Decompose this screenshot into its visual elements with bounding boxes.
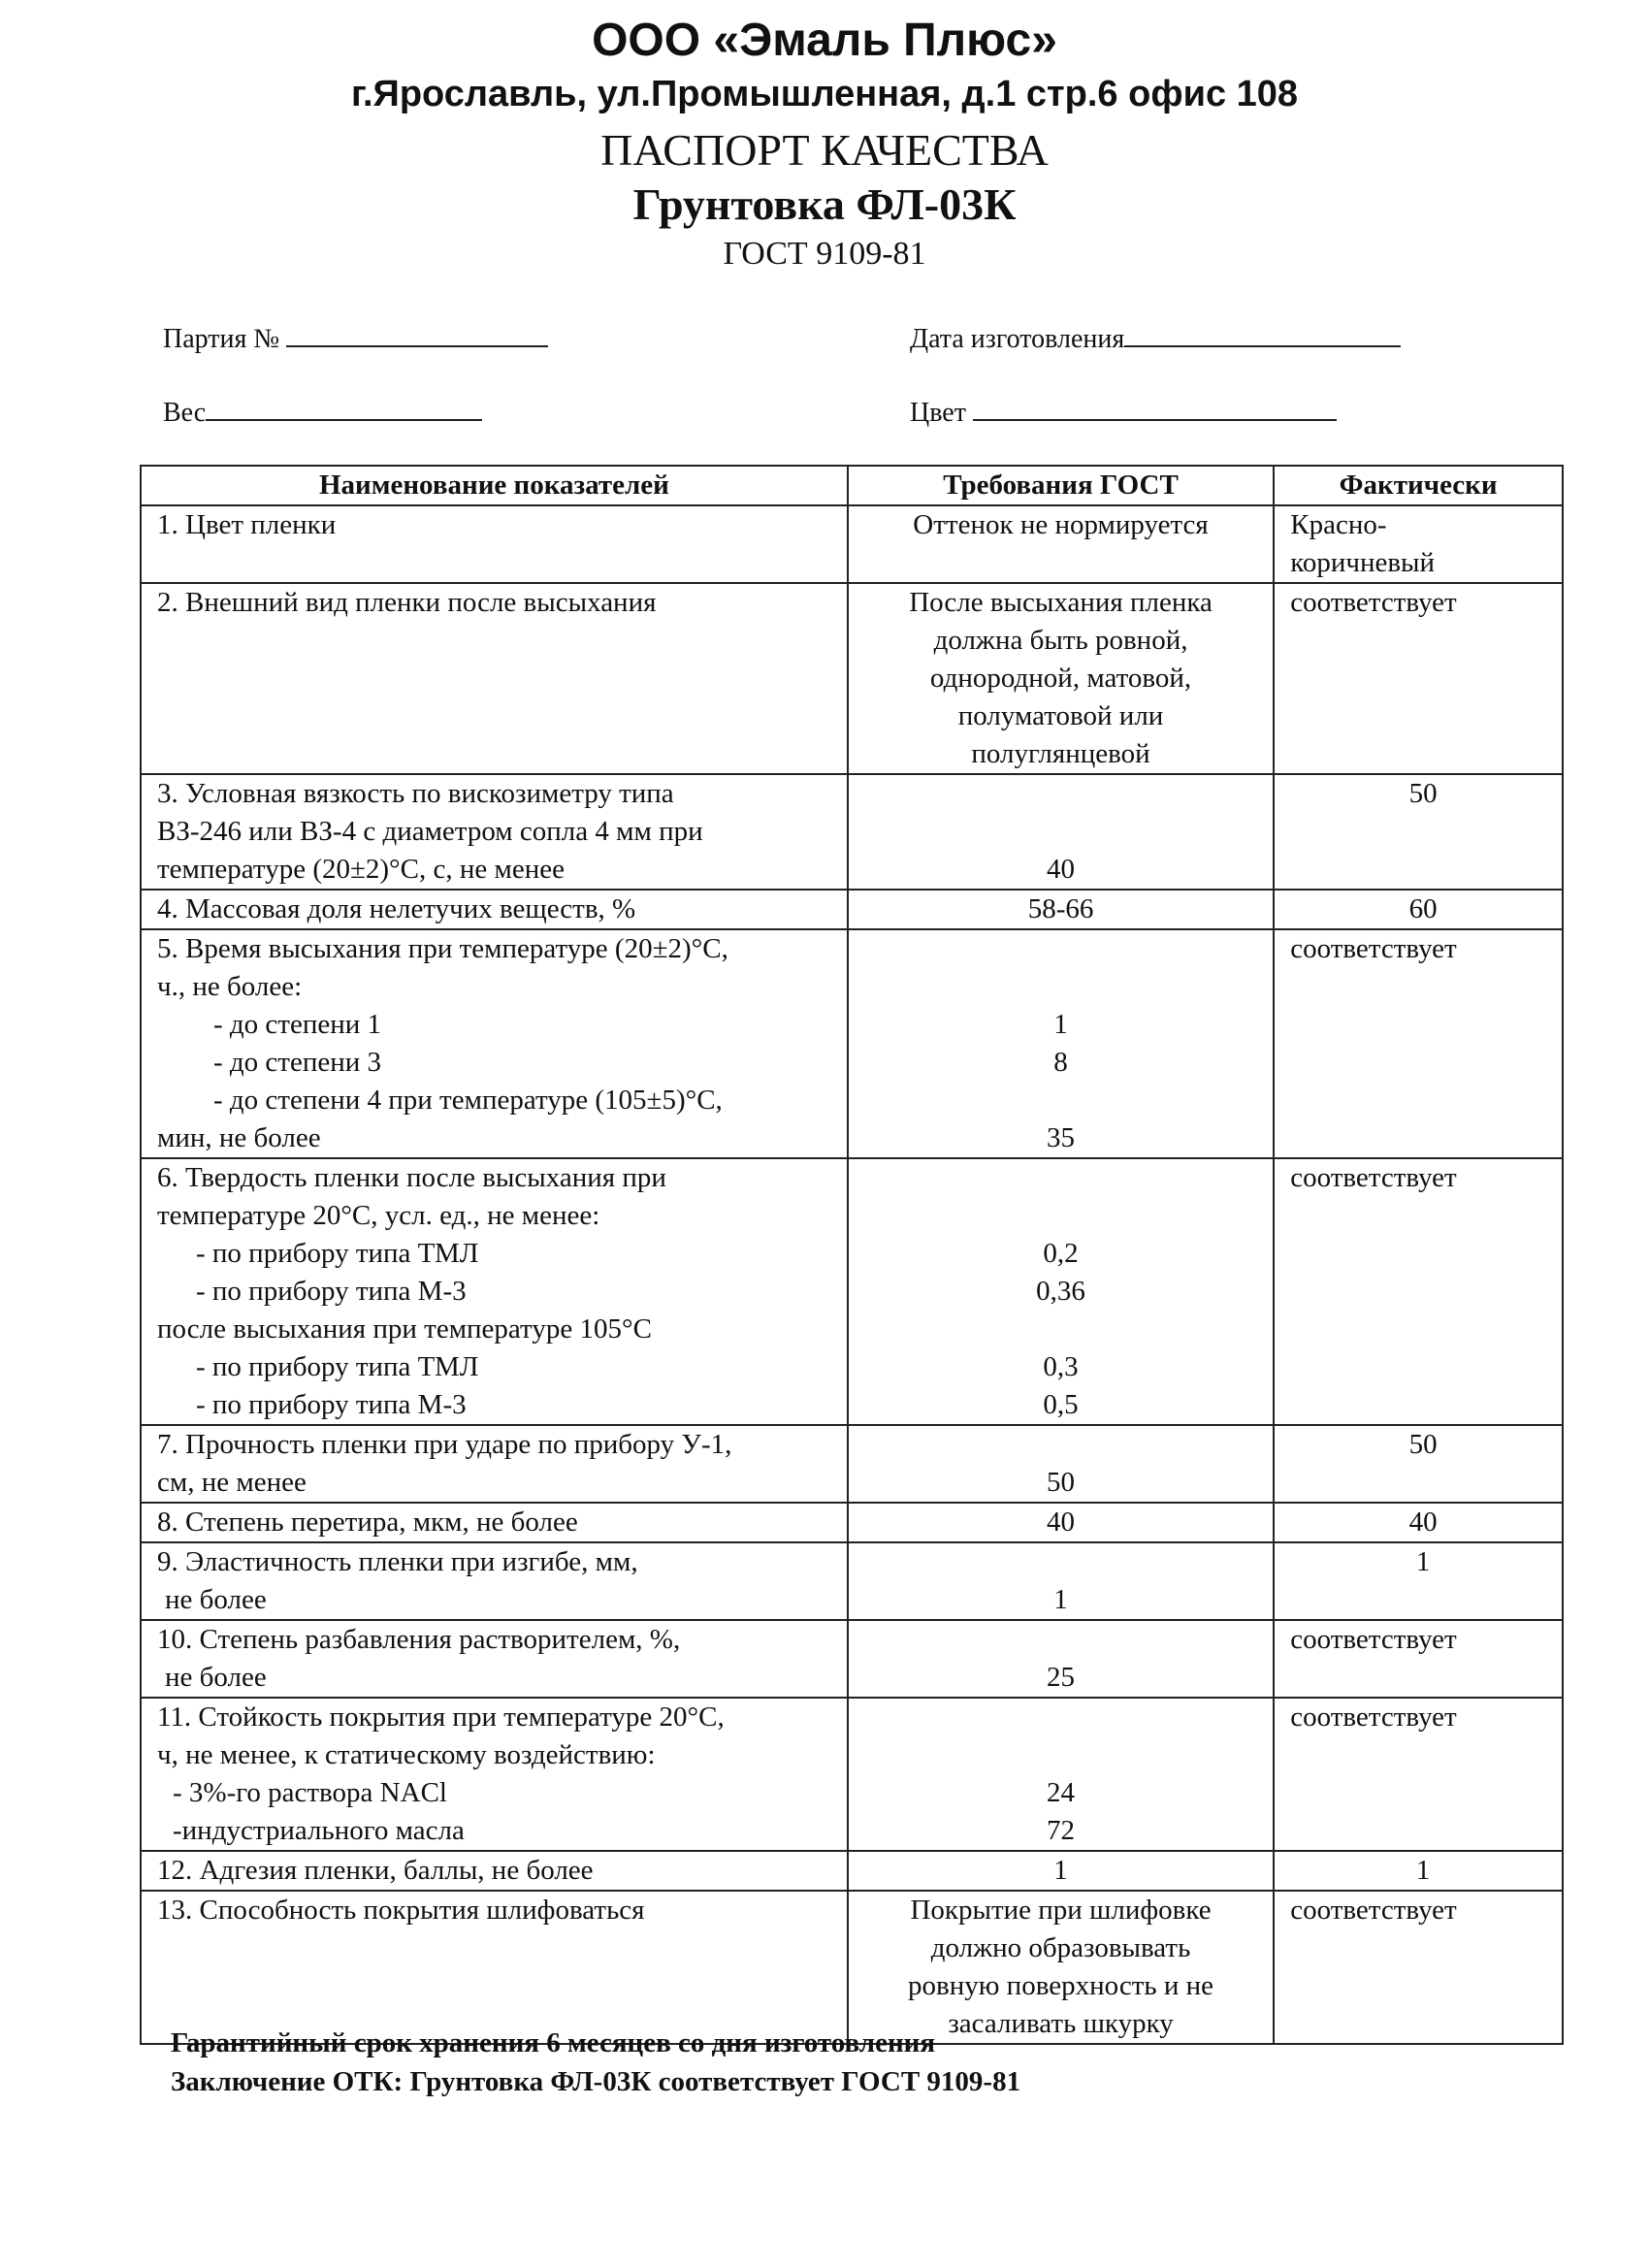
standard-number: ГОСТ 9109-81 — [723, 236, 926, 272]
actual-cell-line: 50 — [1408, 778, 1438, 809]
indicator-cell-line: - по прибору типа ТМЛ — [196, 1351, 479, 1382]
requirement-cell-line: должна быть ровной, — [933, 625, 1188, 656]
requirement-cell-line: 1 — [1053, 1009, 1068, 1040]
requirement-cell-line — [855, 1736, 1267, 1774]
indicator-cell-line: не более — [165, 1584, 267, 1615]
indicator-cell — [141, 1620, 848, 1698]
requirement-cell — [848, 1503, 1274, 1542]
indicator-cell-line: 10. Степень разбавления растворителем, %, — [157, 1624, 681, 1655]
actual-cell-line: 60 — [1408, 893, 1438, 924]
requirement-cell — [848, 1698, 1274, 1851]
requirement-cell-line: засаливать шкурку — [948, 2008, 1174, 2039]
actual-cell — [1274, 929, 1563, 1158]
date-label: Дата изготовления — [910, 324, 1125, 354]
indicator-cell-line: 4. Массовая доля нелетучих веществ, % — [157, 893, 636, 924]
indicator-cell — [141, 1851, 848, 1891]
indicator-cell-line: - до степени 4 при температуре (105±5)°С, — [213, 1085, 723, 1116]
batch-blank — [286, 318, 548, 347]
indicator-cell — [141, 1542, 848, 1620]
actual-cell — [1274, 1620, 1563, 1698]
actual-cell — [1274, 1542, 1563, 1620]
requirement-cell-line: однородной, матовой, — [929, 663, 1192, 694]
color-blank — [973, 392, 1337, 421]
requirement-cell-line: 24 — [1047, 1777, 1076, 1808]
indicator-cell-line: - по прибору типа М-3 — [196, 1389, 467, 1420]
requirement-cell — [848, 1425, 1274, 1503]
actual-cell-line: 50 — [1408, 1429, 1438, 1460]
indicator-cell-line: мин, не более — [157, 1122, 321, 1153]
indicator-cell-line: температуре 20°С, усл. ед., не менее: — [157, 1200, 600, 1231]
requirement-cell-line: полуматовой или — [957, 700, 1164, 731]
indicator-cell-line: -индустриального масла — [173, 1815, 465, 1846]
actual-cell — [1274, 505, 1563, 583]
actual-cell — [1274, 1158, 1563, 1425]
indicator-cell — [141, 583, 848, 774]
actual-cell — [1274, 1503, 1563, 1542]
requirement-cell-line: Оттенок не нормируется — [913, 509, 1209, 540]
requirement-cell-line — [855, 1621, 1267, 1659]
requirement-cell-line: 58-66 — [1027, 893, 1094, 924]
conclusion-text: Заключение ОТК: Грунтовка ФЛ-03К соответствует ГОСТ 9109-81 — [171, 2066, 1021, 2097]
indicator-cell-line: 7. Прочность пленки при ударе по прибору У-1, — [157, 1429, 732, 1460]
table-row — [141, 774, 1563, 890]
requirement-cell-line — [855, 813, 1267, 851]
batch-label: Партия № — [163, 324, 280, 354]
indicator-cell-line: 2. Внешний вид пленки после высыхания — [157, 587, 657, 618]
document-title: ПАСПОРТ КАЧЕСТВА — [600, 125, 1049, 175]
date-field — [910, 318, 1401, 355]
requirement-cell-line: должно образовывать — [930, 1932, 1191, 1963]
table-header-row — [141, 466, 1563, 505]
table-row — [141, 1503, 1563, 1542]
requirement-cell — [848, 1542, 1274, 1620]
requirement-cell — [848, 505, 1274, 583]
requirement-cell-line — [855, 1699, 1267, 1736]
color-field — [910, 392, 1337, 429]
actual-cell-line: Красно- — [1290, 509, 1387, 540]
quality-table — [140, 465, 1564, 2045]
company-name: ООО «Эмаль Плюс» — [592, 15, 1057, 66]
indicator-cell — [141, 1503, 848, 1542]
requirement-cell-line: 0,36 — [1036, 1276, 1085, 1307]
requirement-cell — [848, 890, 1274, 929]
actual-cell-line: 1 — [1415, 1546, 1431, 1577]
date-blank — [1124, 318, 1401, 347]
indicator-cell-line: 1. Цвет пленки — [157, 509, 337, 540]
indicator-cell-line: 8. Степень перетира, мкм, не более — [157, 1507, 578, 1538]
requirement-cell-line — [855, 930, 1267, 968]
indicator-cell — [141, 1698, 848, 1851]
indicator-cell-line: - 3%-го раствора NACl — [173, 1777, 447, 1808]
indicator-cell-line: после высыхания при температуре 105°С — [157, 1313, 652, 1345]
actual-cell — [1274, 890, 1563, 929]
requirement-cell-line: После высыхания пленка — [909, 587, 1212, 618]
requirement-cell-line — [855, 1426, 1267, 1464]
indicator-cell-line: - до степени 1 — [213, 1009, 382, 1040]
indicator-cell-line: ч., не более: — [157, 971, 303, 1002]
actual-cell-line: соответствует — [1290, 587, 1457, 618]
indicator-cell — [141, 1891, 848, 2044]
indicator-cell-line: ВЗ-246 или ВЗ-4 с диаметром сопла 4 мм при — [157, 816, 703, 847]
table-row — [141, 1851, 1563, 1891]
requirement-cell — [848, 1891, 1274, 2044]
requirement-cell-line — [855, 775, 1267, 813]
requirement-cell-line: 25 — [1047, 1662, 1076, 1693]
header-indicator: Наименование показателей — [141, 466, 848, 505]
actual-cell — [1274, 774, 1563, 890]
requirement-cell-line — [855, 968, 1267, 1006]
requirement-cell-line: 0,2 — [1043, 1238, 1079, 1269]
table-row — [141, 1158, 1563, 1425]
indicator-cell — [141, 929, 848, 1158]
actual-cell-line: соответствует — [1290, 1624, 1457, 1655]
actual-cell — [1274, 1698, 1563, 1851]
weight-label: Вес — [163, 398, 207, 428]
indicator-cell-line: 9. Эластичность пленки при изгибе, мм, — [157, 1546, 638, 1577]
indicator-cell-line: 5. Время высыхания при температуре (20±2)°С, — [157, 933, 728, 964]
warranty-text: Гарантийный срок хранения 6 месяцев со дня изготовления — [171, 2027, 936, 2058]
indicator-cell-line: 6. Твердость пленки после высыхания при — [157, 1162, 666, 1193]
requirement-cell-line: ровную поверхность и не — [908, 1970, 1214, 2001]
requirement-cell — [848, 1851, 1274, 1891]
requirement-cell-line: 0,5 — [1043, 1389, 1079, 1420]
product-name: Грунтовка ФЛ-03К — [632, 179, 1017, 229]
actual-cell — [1274, 1425, 1563, 1503]
requirement-cell — [848, 1158, 1274, 1425]
indicator-cell-line: 3. Условная вязкость по вискозиметру типа — [157, 778, 674, 809]
indicator-cell-line: 13. Способность покрытия шлифоваться — [157, 1895, 645, 1926]
requirement-cell-line: 40 — [1047, 1507, 1076, 1538]
requirement-cell-line: 72 — [1047, 1815, 1076, 1846]
requirement-cell-line — [855, 1159, 1267, 1197]
requirement-cell — [848, 1620, 1274, 1698]
table-row — [141, 1891, 1563, 2044]
table-row — [141, 1425, 1563, 1503]
weight-field — [163, 392, 482, 429]
requirement-cell-line — [855, 1311, 1267, 1348]
indicator-cell — [141, 1158, 848, 1425]
indicator-cell — [141, 774, 848, 890]
indicator-cell-line: - по прибору типа М-3 — [196, 1276, 467, 1307]
indicator-cell-line: - до степени 3 — [213, 1047, 382, 1078]
indicator-cell-line: ч, не менее, к статическому воздействию: — [157, 1739, 656, 1770]
actual-cell — [1274, 1891, 1563, 2044]
requirement-cell-line: 0,3 — [1043, 1351, 1079, 1382]
actual-cell-line: 1 — [1415, 1855, 1431, 1886]
actual-cell-line: соответствует — [1290, 933, 1457, 964]
table-row — [141, 1620, 1563, 1698]
actual-cell-line: коричневый — [1290, 547, 1436, 578]
indicator-cell-line: 12. Адгезия пленки, баллы, не более — [157, 1855, 594, 1886]
batch-field — [163, 318, 548, 355]
requirement-cell-line: 1 — [1053, 1855, 1068, 1886]
header-gost: Требования ГОСТ — [848, 466, 1274, 505]
requirement-cell — [848, 929, 1274, 1158]
table-row — [141, 583, 1563, 774]
requirement-cell-line: 40 — [1047, 854, 1076, 885]
requirement-cell-line — [855, 1197, 1267, 1235]
actual-cell-line: 40 — [1408, 1507, 1438, 1538]
indicator-cell-line: температуре (20±2)°С, с, не менее — [157, 854, 565, 885]
requirement-cell-line — [855, 1082, 1267, 1119]
actual-cell-line: соответствует — [1290, 1895, 1457, 1926]
table-row — [141, 1698, 1563, 1851]
requirement-cell-line — [855, 1543, 1267, 1581]
requirement-cell-line: Покрытие при шлифовке — [910, 1895, 1212, 1926]
requirement-cell — [848, 583, 1274, 774]
indicator-cell — [141, 505, 848, 583]
table-row — [141, 505, 1563, 583]
indicator-cell — [141, 1425, 848, 1503]
requirement-cell — [848, 774, 1274, 890]
indicator-cell — [141, 890, 848, 929]
header-actual: Фактически — [1274, 466, 1563, 505]
requirement-cell-line: 35 — [1047, 1122, 1076, 1153]
actual-cell-line: соответствует — [1290, 1162, 1457, 1193]
indicator-cell-line: см, не менее — [157, 1467, 307, 1498]
requirement-cell-line: 8 — [1053, 1047, 1068, 1078]
indicator-cell-line: не более — [165, 1662, 267, 1693]
actual-cell-line: соответствует — [1290, 1701, 1457, 1733]
actual-cell — [1274, 1851, 1563, 1891]
company-address: г.Ярославль, ул.Промышленная, д.1 стр.6 офис 108 — [350, 74, 1299, 114]
indicator-cell-line: - по прибору типа ТМЛ — [196, 1238, 479, 1269]
table-row — [141, 890, 1563, 929]
color-label: Цвет — [910, 398, 966, 428]
indicator-cell-line: 11. Стойкость покрытия при температуре 20°С, — [157, 1701, 725, 1733]
weight-blank — [206, 392, 482, 421]
table-row — [141, 1542, 1563, 1620]
requirement-cell-line: полуглянцевой — [971, 738, 1150, 769]
requirement-cell-line: 1 — [1053, 1584, 1068, 1615]
table-row — [141, 929, 1563, 1158]
requirement-cell-line: 50 — [1047, 1467, 1076, 1498]
actual-cell — [1274, 583, 1563, 774]
